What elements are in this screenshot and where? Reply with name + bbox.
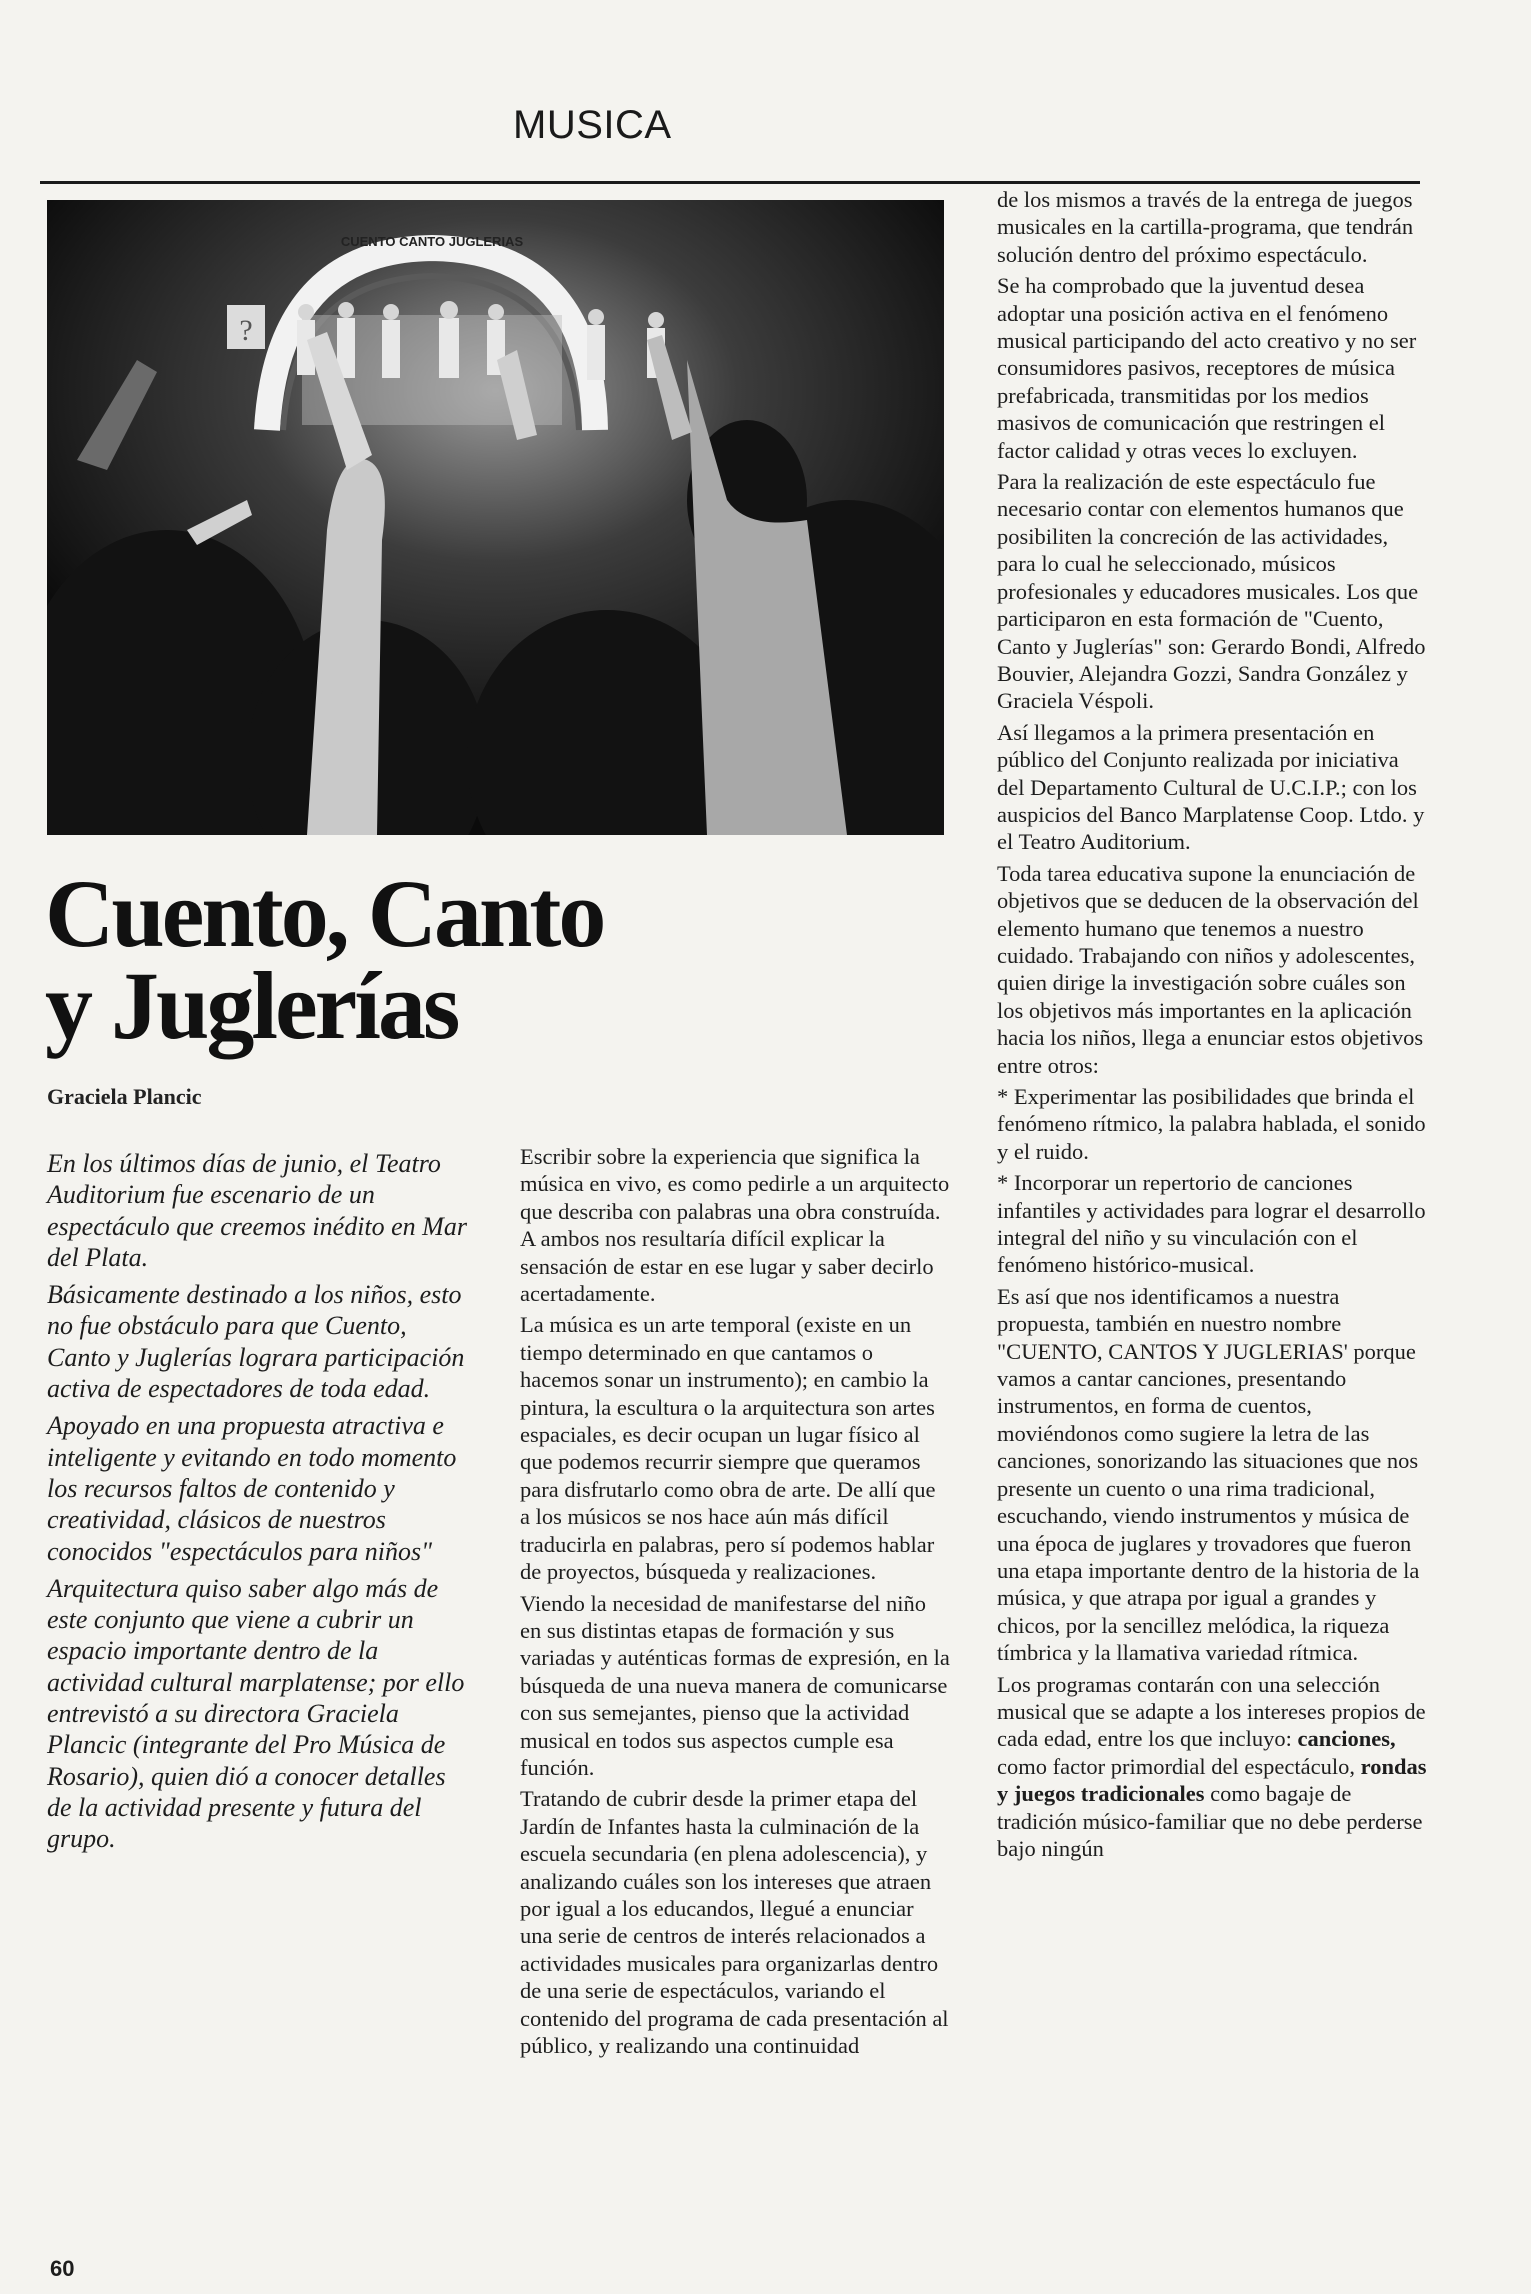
body-paragraph: Escribir sobre la experiencia que significa la música en vivo, es como pedirle a un arquitecto que describa con palabras una obra construída. A ambos nos resultaría difícil explicar la sensación de estar en ese lugar y saber decirlo acertadamente.: [520, 1144, 950, 1307]
text-run: como bagaje de tradición músico-familiar que no debe perderse bajo ningún: [997, 1781, 1423, 1861]
intro-paragraph: Básicamente destinado a los niños, esto no fue obstáculo para que Cuento, Canto y Juglerías lograra participación activa de espectadores de toda edad.: [47, 1280, 465, 1404]
body-paragraph: Tratando de cubrir desde la primer etapa del Jardín de Infantes hasta la culminación de la escuela secundaria (en plena adolescencia), y analizando cuáles son los intereses que atraen por igual a los educandos, llegué a enunciar una serie de centros de interés relacionados a actividades musicales para organizarlas dentro de una serie de espectáculos, variando el contenido del programa de cada presentación al público, y realizando una continuidad: [520, 1786, 949, 2058]
intro-paragraph: Arquitectura quiso saber algo más de este conjunto que viene a cubrir un espacio importante dentro de la actividad cultural marplatense; por ello entrevistó a su directora Graciela Plancic (integrante del Pro Música de Rosario), quien dió a conocer detalles de la actividad presente y futura del grupo.: [47, 1573, 465, 1854]
body-paragraph: La música es un arte temporal (existe en un tiempo determinado en que cantamos o hacemos sonar un instrumento); en cambio la pintura, la escultura o la arquitectura son artes espaciales, es decir ocupan un lugar físico al que podemos recurrir siempre que queramos para disfrutarlo como obra de arte. De allí que a los músicos se nos hace aún más difícil traducirla en palabras, pero sí podemos hablar de proyectos, búsqueda y realizaciones.: [520, 1312, 936, 1585]
article-title: [45, 860, 604, 1059]
right-column: [997, 186, 1431, 1866]
concert-photo: [47, 200, 944, 835]
body-paragraph: Es así que nos identificamos a nuestra propuesta, también en nuestro nombre "CUENTO, CANTOS Y JUGLERIAS' porque vamos a cantar canciones, presentando instrumentos, en forma de cuentos, moviéndonos como sugiere la letra de las canciones, sonorizando las situaciones que nos presente un cuento o una rima tradicional, escuchando, viendo instrumentos y música de una época de juglares y trovadores que fueron una etapa importante dentro de la historia de la música, y que atrapa por igual a grandes y chicos, por la sencillez melódica, la riqueza tímbrica y la llamativa variedad rítmica.: [997, 1283, 1420, 1666]
text-run: como factor primordial del espectáculo,: [997, 1753, 1361, 1779]
header-rule: [40, 181, 1420, 184]
body-paragraph: Toda tarea educativa supone la enunciación de objetivos que se deducen de la observación del elemento humano que tenemos a nuestro cuidado. Trabajando con niños y adolescentes, quien dirige la investigación sobre cuáles son los objetivos más importantes en la aplicación hacia los niños, llega a enunciar estos objetivos entre otros:: [997, 860, 1424, 1078]
body-paragraph: Así llegamos a la primera presentación en público del Conjunto realizada por iniciativa del Departamento Cultural de U.C.I.P.; con los auspicios del Banco Marplatense Coop. Ltdo. y el Teatro Auditorium.: [997, 719, 1425, 855]
objective-item: * Incorporar un repertorio de canciones infantiles y actividades para lograr el desarrollo integral del niño y su vinculación con el fenómeno histórico-musical.: [997, 1170, 1426, 1278]
svg-text:?: ?: [239, 314, 253, 347]
section-label: MUSICA: [513, 103, 672, 147]
page-number: 60: [50, 2256, 75, 2281]
author-byline: Graciela Plancic: [47, 1084, 202, 1109]
body-paragraph: Viendo la necesidad de manifestarse del niño en sus distintas etapas de formación y sus variadas y auténticas formas de expresión, en la búsqueda de una nueva manera de comunicarse con sus semejantes, pienso que la actividad musical en todos sus aspectos cumple esa función.: [520, 1590, 950, 1780]
bold-term: rondas y juegos tradicionales: [997, 1753, 1427, 1807]
photo-banner-text: CUENTO CANTO JUGLERIAS: [340, 234, 524, 249]
body-paragraph: Se ha comprobado que la juventud desea adoptar una posición activa en el fenómeno musical participando del acto creativo y no ser consumidores pasivos, receptores de música prefabricada, transmitidas por los medios masivos de comunicación que restringen el factor calidad y otras veces lo excluyen.: [997, 273, 1417, 463]
intro-column: [47, 1148, 467, 1861]
intro-paragraph: Apoyado en una propuesta atractiva e inteligente y evitando en todo momento los recursos faltos de contenido y creatividad, clásicos de nuestros conocidos "espectáculos para niños": [47, 1411, 457, 1566]
intro-paragraph: En los últimos días de junio, el Teatro Auditorium fue escenario de un espectáculo que creemos inédito en Mar del Plata.: [47, 1149, 467, 1272]
bold-term: canciones,: [1297, 1726, 1396, 1752]
text-run: Los programas contarán con una selección musical que se adapte a los intereses propios de cada edad, entre los que incluyo:: [997, 1671, 1426, 1752]
body-paragraph: de los mismos a través de la entrega de juegos musicales en la cartilla-programa, que tendrán solución dentro del próximo espectáculo.: [997, 187, 1414, 267]
title-line-1: Cuento, Canto: [45, 860, 604, 967]
body-paragraph: Para la realización de este espectáculo fue necesario contar con elementos humanos que posibiliten la concreción de las actividades, para lo cual he seleccionado, músicos profesionales y educadores musicales. Los que participaron en esta formación de "Cuento, Canto y Juglerías" son: Gerardo Bondi, Alfredo Bouvier, Alejandra Gozzi, Sandra González y Graciela Véspoli.: [997, 469, 1426, 714]
title-line-2: y Juglerías: [45, 952, 458, 1059]
body-paragraph-last: [997, 1671, 1431, 1863]
objective-item: * Experimentar las posibilidades que brinda el fenómeno rítmico, la palabra hablada, el sonido y el ruido.: [997, 1084, 1426, 1164]
middle-column: [520, 1143, 950, 2063]
